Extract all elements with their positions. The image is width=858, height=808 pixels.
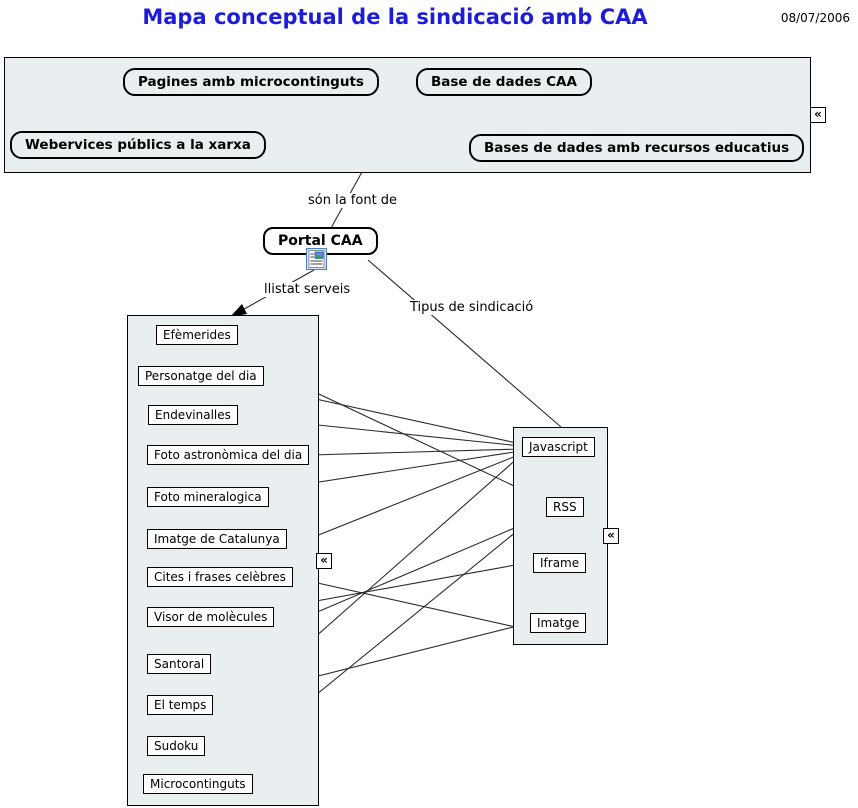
- service-node-foto-astronomica[interactable]: Foto astronòmica del dia: [147, 445, 309, 465]
- concept-webservices-publics[interactable]: Webervices públics a la xarxa: [10, 131, 266, 159]
- service-node-imatge-de-catalunya[interactable]: Imatge de Catalunya: [147, 529, 287, 549]
- linking-phrase-tipus-de-sindicacio[interactable]: Tipus de sindicació: [410, 300, 534, 315]
- edge-imatgecatalunya-javascript: [286, 454, 521, 548]
- linking-phrase-llistat-serveis[interactable]: llistat serveis: [264, 282, 351, 297]
- service-node-sudoku[interactable]: Sudoku: [147, 736, 205, 756]
- date-label: 08/07/2006: [780, 11, 850, 25]
- services-panel[interactable]: [127, 315, 319, 806]
- page-title: Mapa conceptual de la sindicació amb CAA: [142, 5, 648, 29]
- service-node-microcontinguts[interactable]: Microcontinguts: [143, 774, 253, 794]
- concept-pagines-microcontinguts[interactable]: Pagines amb microcontinguts: [123, 68, 379, 96]
- service-node-visor-de-molecules[interactable]: Visor de molècules: [147, 607, 274, 627]
- service-node-efemerides[interactable]: Efèmerides: [156, 325, 238, 345]
- service-node-foto-mineralogica[interactable]: Foto mineralogica: [147, 487, 269, 507]
- type-node-rss[interactable]: RSS: [546, 497, 584, 517]
- linking-phrase-son-la-font-de[interactable]: són la font de: [308, 193, 398, 208]
- type-node-iframe[interactable]: Iframe: [533, 553, 586, 573]
- concept-portal-caa[interactable]: Portal CAA: [263, 227, 378, 255]
- service-node-endevinalles[interactable]: Endevinalles: [148, 405, 238, 425]
- service-node-santoral[interactable]: Santoral: [147, 654, 211, 674]
- edge-cites-imatge: [295, 578, 529, 630]
- service-node-el-temps[interactable]: El temps: [147, 695, 213, 715]
- portal-resource-icon[interactable]: [306, 248, 327, 274]
- service-node-personatge-del-dia[interactable]: Personatge del dia: [138, 366, 264, 386]
- type-node-javascript[interactable]: Javascript: [522, 437, 595, 457]
- collapse-marker-services[interactable]: «: [316, 553, 332, 569]
- edge-fotoastronomica-javascript: [311, 449, 521, 455]
- type-node-imatge[interactable]: Imatge: [530, 613, 586, 633]
- edge-portal-types: [368, 260, 561, 427]
- collapse-marker-sources[interactable]: «: [810, 107, 826, 123]
- collapse-marker-types[interactable]: «: [603, 528, 619, 544]
- concept-bases-dades-recursos[interactable]: Bases de dades amb recursos educatius: [469, 134, 804, 162]
- concept-base-dades-caa[interactable]: Base de dades CAA: [416, 68, 592, 96]
- service-node-cites-i-frases[interactable]: Cites i frases celèbres: [147, 567, 293, 587]
